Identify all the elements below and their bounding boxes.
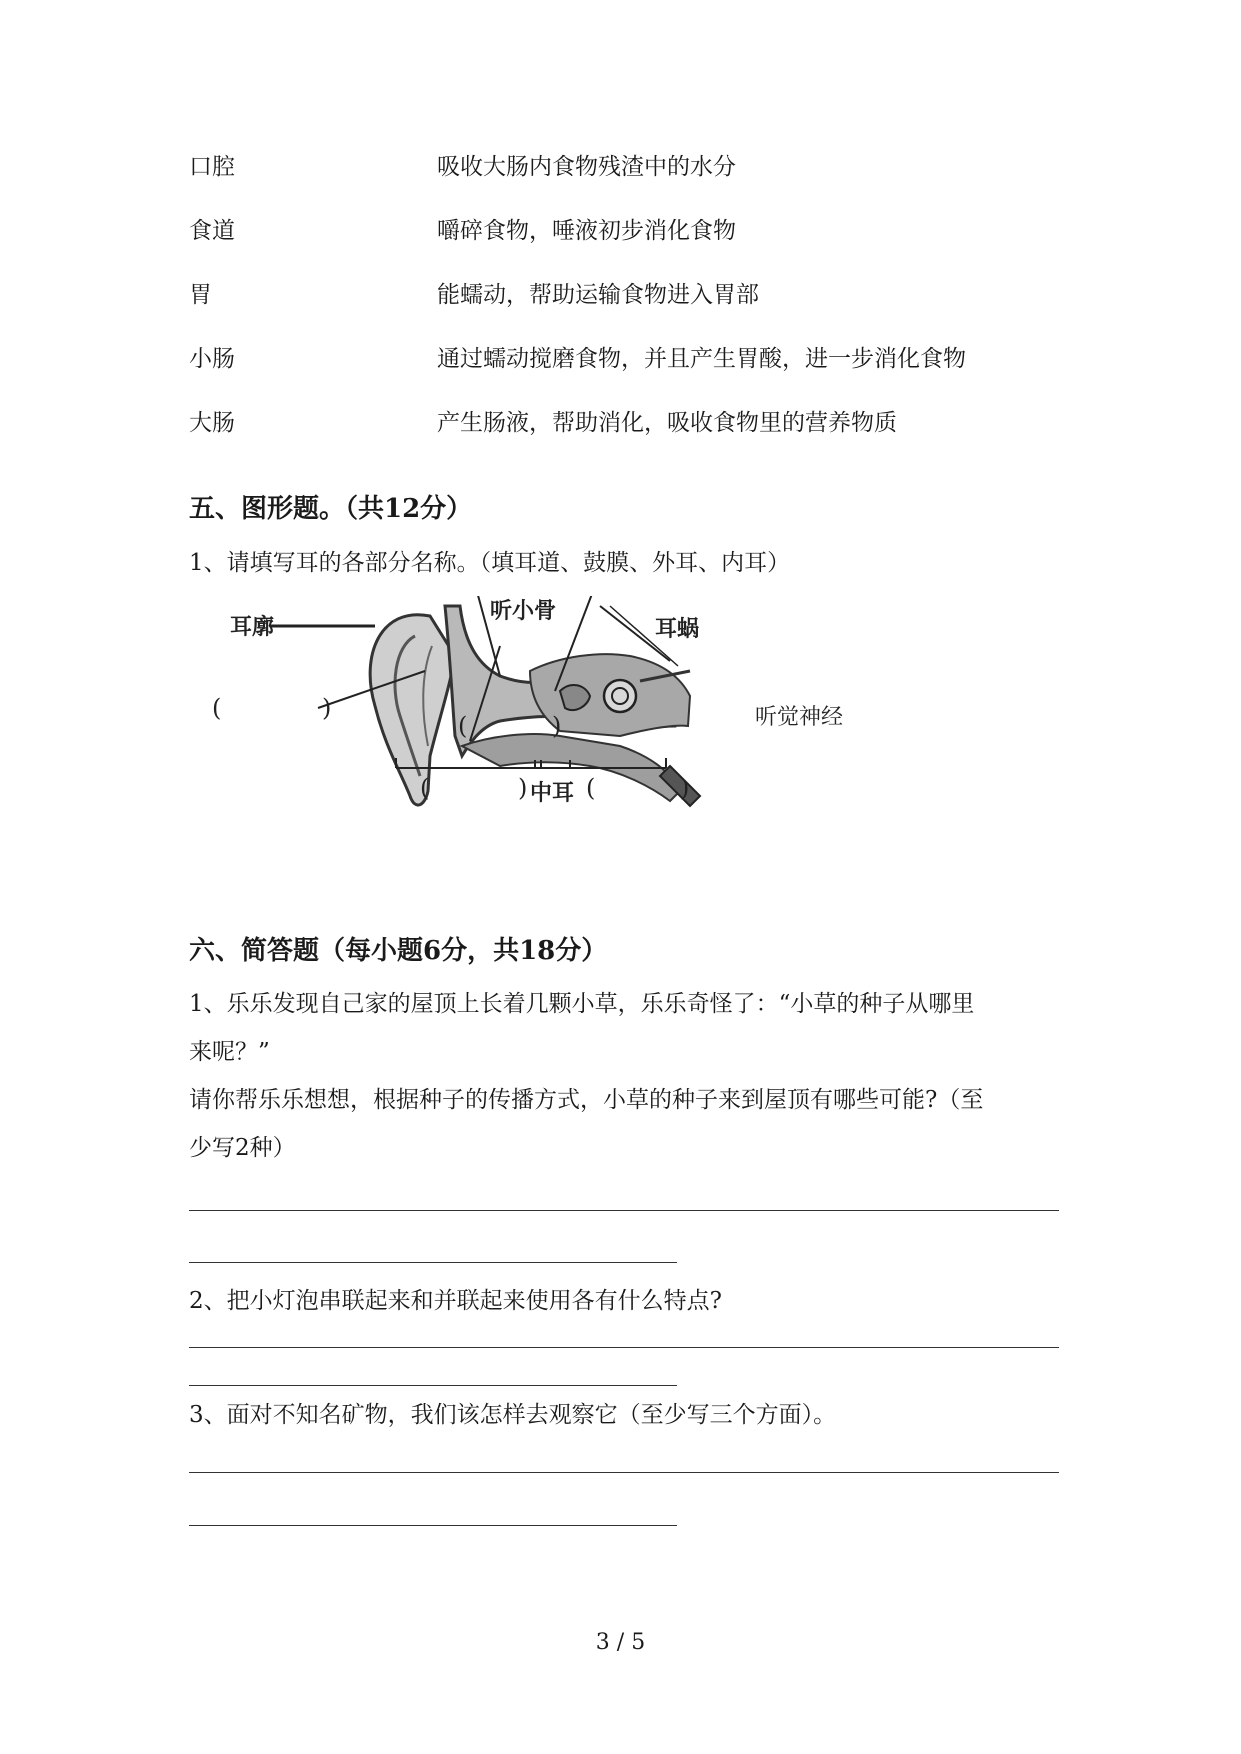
- matching-row: [189, 276, 1089, 316]
- matching-row: [189, 148, 1089, 188]
- organ-label: 胃: [189, 282, 212, 308]
- blank-open: (: [420, 774, 430, 802]
- answer-line[interactable]: [189, 1262, 677, 1263]
- blank-close: ): [322, 694, 332, 722]
- question-text: 1、请填写耳的各部分名称。（填耳道、鼓膜、外耳、内耳）: [189, 550, 791, 576]
- section-title: 六、简答题（每小题6分，共18分）: [189, 936, 608, 966]
- answer-line[interactable]: [189, 1347, 1059, 1348]
- organ-label: 口腔: [189, 154, 235, 180]
- function-label: 通过蠕动搅磨食物，并且产生胃酸，进一步消化食物: [437, 346, 966, 372]
- answer-line[interactable]: [189, 1525, 677, 1526]
- question-text: 2、把小灯泡串联起来和并联起来使用各有什么特点?: [189, 1288, 722, 1314]
- answer-line[interactable]: [189, 1210, 1059, 1211]
- blank-open: (: [212, 694, 222, 722]
- organ-label: 小肠: [189, 346, 235, 372]
- question-text: 3、面对不知名矿物，我们该怎样去观察它（至少写三个方面）。: [189, 1402, 837, 1428]
- function-label: 嚼碎食物，唾液初步消化食物: [437, 218, 736, 244]
- label-auditory-nerve: 听觉神经: [755, 705, 844, 730]
- question-text: 1、乐乐发现自己家的屋顶上长着几颗小草，乐乐奇怪了：“小草的种子从哪里: [189, 991, 975, 1017]
- label-cochlea: 耳蜗: [655, 616, 700, 642]
- page-number: 3 / 5: [595, 1630, 646, 1655]
- label-middle-ear: 中耳: [530, 780, 575, 806]
- question-text: 来呢？”: [189, 1039, 270, 1065]
- ear-illustration: [200, 596, 880, 906]
- blank-open: (: [586, 774, 596, 802]
- blank-close: ): [518, 774, 528, 802]
- ear-diagram: [200, 596, 880, 906]
- matching-row: [189, 340, 1089, 380]
- matching-row: [189, 212, 1089, 252]
- function-label: 吸收大肠内食物残渣中的水分: [437, 154, 736, 180]
- label-ossicles: 听小骨: [490, 598, 557, 624]
- blank-close: ): [552, 712, 562, 740]
- question-text: 少写2种）: [189, 1135, 296, 1161]
- function-label: 产生肠液，帮助消化，吸收食物里的营养物质: [437, 410, 897, 436]
- matching-row: [189, 404, 1089, 444]
- blank-close: ): [680, 774, 690, 802]
- question-text: 请你帮乐乐想想，根据种子的传播方式，小草的种子来到屋顶有哪些可能?（至: [189, 1087, 984, 1113]
- organ-label: 食道: [189, 218, 235, 244]
- answer-line[interactable]: [189, 1385, 677, 1386]
- label-auricle: 耳廓: [230, 614, 275, 640]
- section-title: 五、图形题。（共12分）: [189, 494, 473, 524]
- blank-open: (: [458, 712, 468, 740]
- answer-line[interactable]: [189, 1472, 1059, 1473]
- function-label: 能蠕动，帮助运输食物进入胃部: [437, 282, 759, 308]
- organ-label: 大肠: [189, 410, 235, 436]
